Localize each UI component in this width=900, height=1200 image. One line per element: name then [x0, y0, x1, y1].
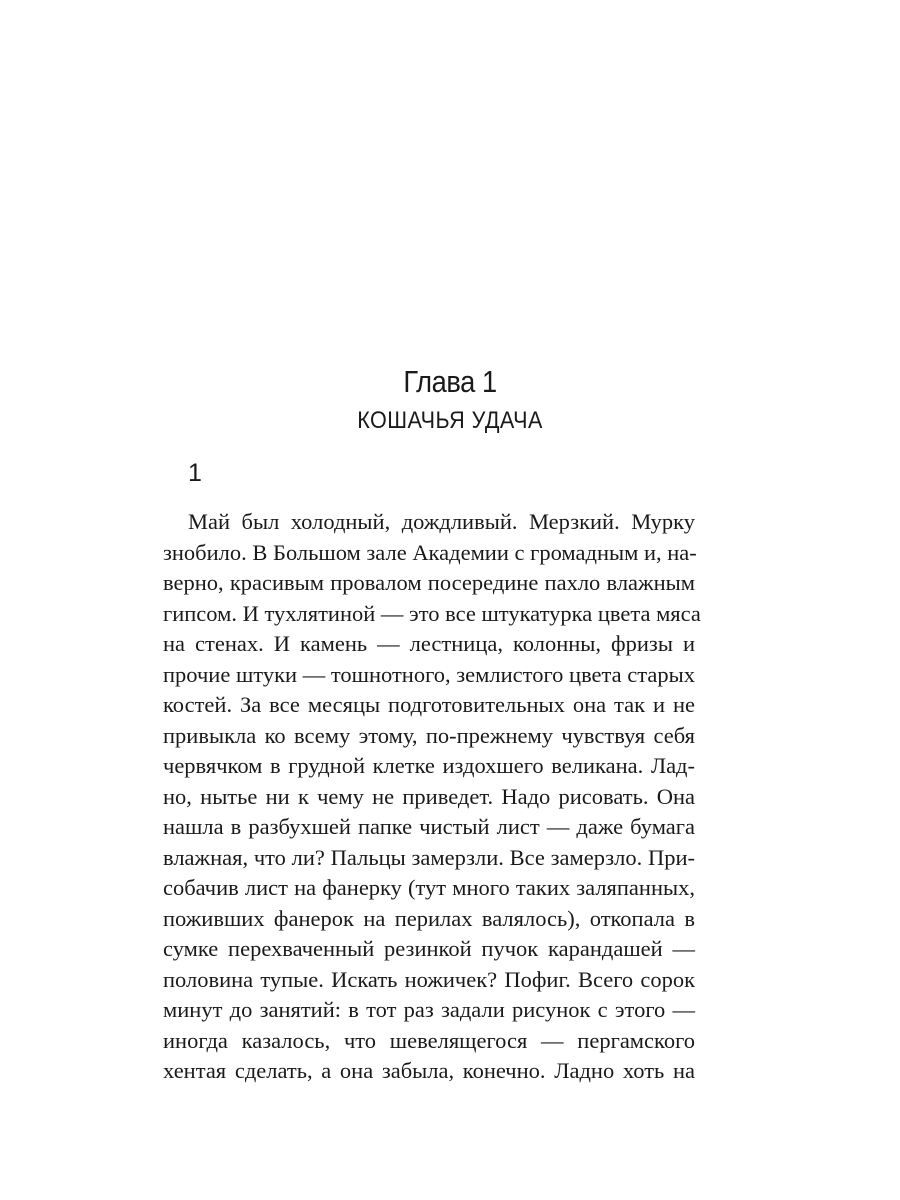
- text-line: влажная, что ли? Пальцы замерзли. Все замерзло. При-: [163, 844, 695, 870]
- text-line: минут до занятий: в тот раз задали рисунок с этого —: [163, 997, 695, 1022]
- text-line: знобило. В Большом зале Академии с громадным и, на-: [163, 539, 697, 565]
- text-line: собачив лист на фанерку (тут много таких заляпанных,: [163, 875, 695, 900]
- text-line: привыкла ко всему этому, по-прежнему чувствуя себя: [163, 722, 695, 748]
- text-line: хентая сделать, а она забыла, конечно. Ладно хоть на: [163, 1058, 695, 1083]
- text-line: но, нытье ни к чему не приведет. Надо рисовать. Она: [163, 783, 695, 809]
- text-line: поживших фанерок на перилах валялось), откопала в: [163, 905, 695, 931]
- text-line: гипсом. И тухлятиной — это все штукатурка цвета мяса: [163, 600, 701, 626]
- text-line: на стенах. И камень — лестница, колонны, фризы и: [163, 631, 695, 656]
- chapter-subtitle: КОШАЧЬЯ УДАЧА: [357, 407, 543, 434]
- text-line: половина тупые. Искать ножичек? Пофиг. Всего сорок: [163, 966, 695, 992]
- text-line: сумке перехваченный резинкой пучок карандашей —: [163, 936, 695, 961]
- text-line: прочие штуки — тошнотного, землистого цвета старых: [163, 661, 695, 687]
- text-line: верно, красивым провалом посередине пахло влажным: [163, 570, 695, 595]
- text-line: Май был холодный, дождливый. Мерзкий. Мурку: [188, 509, 695, 534]
- chapter-title: Глава 1: [403, 364, 497, 399]
- text-line: иногда казалось, что шевелящегося — пергамского: [163, 1027, 695, 1053]
- section-number: 1: [188, 459, 202, 487]
- text-line: червячком в грудной клетке издохшего великана. Лад-: [163, 753, 695, 778]
- body-paragraph: [163, 507, 701, 1087]
- text-line: нашла в разбухшей папке чистый лист — даже бумага: [163, 814, 695, 839]
- text-line: костей. За все месяцы подготовительных она так и не: [163, 692, 695, 717]
